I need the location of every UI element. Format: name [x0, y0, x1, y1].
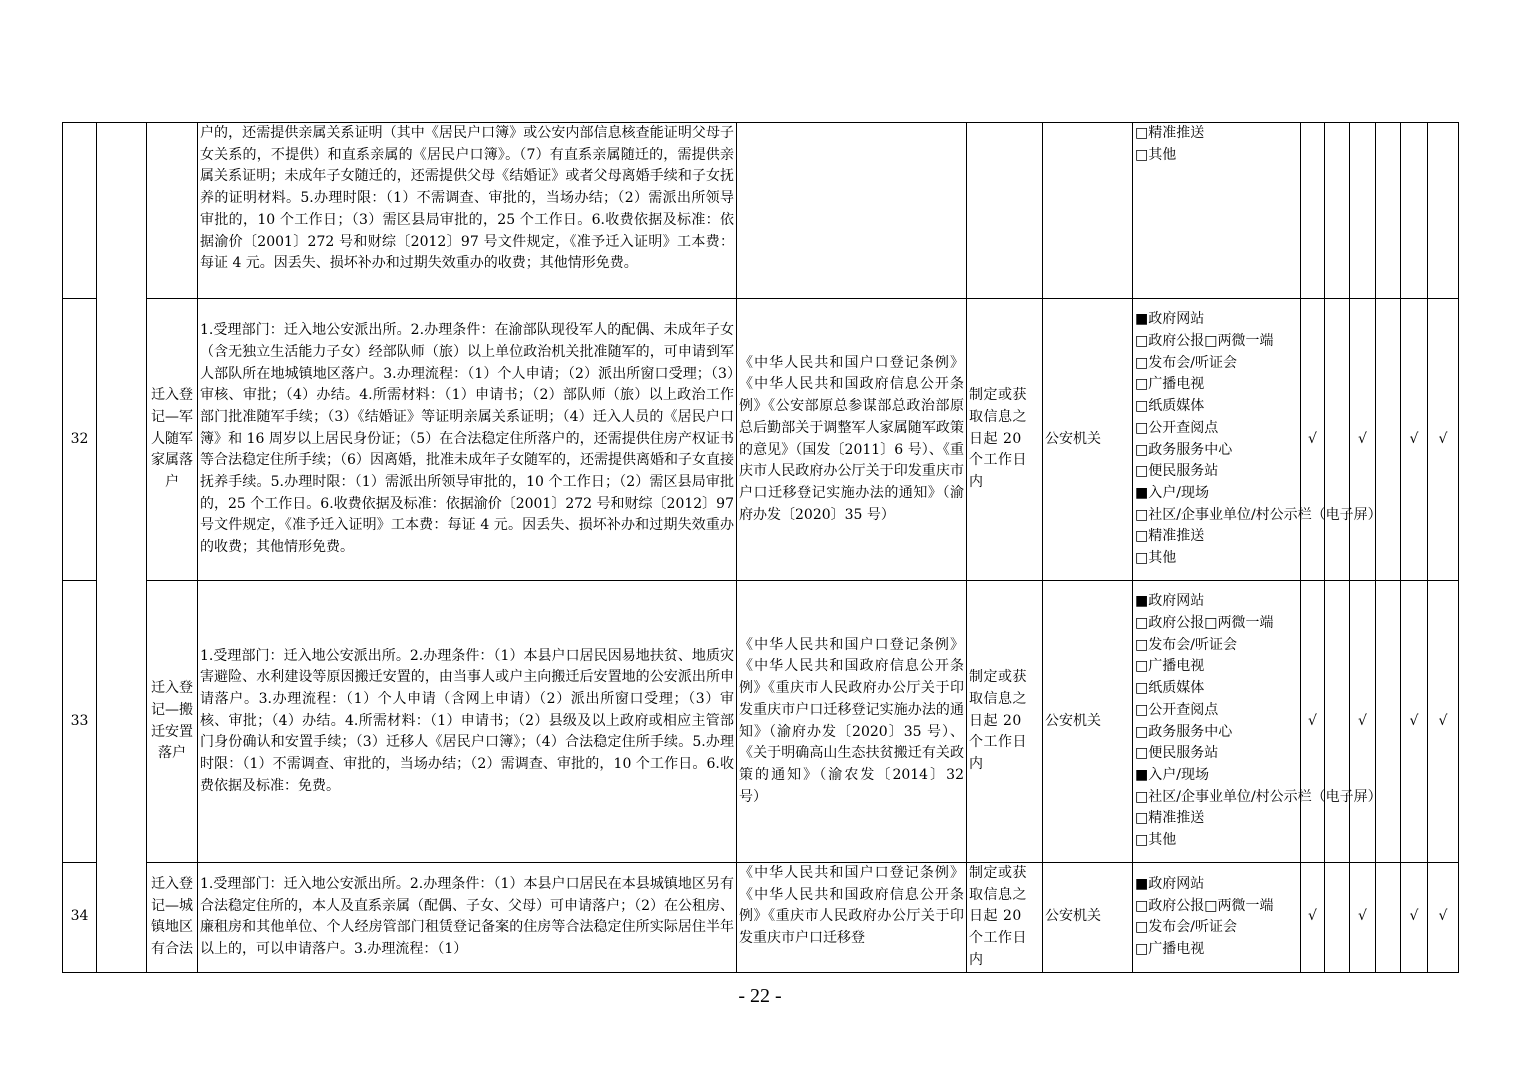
item-basis [737, 123, 967, 299]
check-cell [1428, 123, 1459, 299]
channel-list [1133, 581, 1382, 863]
channel-option: □广播电视 [1135, 658, 1205, 675]
item-subject [1043, 123, 1133, 299]
channel-option: □政务服务中心 [1135, 723, 1233, 740]
check-cell [1325, 299, 1350, 581]
channel-option: □发布会/听证会 [1135, 636, 1237, 653]
channel-option: □社区/企事业单位/村公示栏（电子屏） [1135, 506, 1382, 523]
item-content: 1.受理部门：迁入地公安派出所。2.办理条件：在渝部队现役军人的配偶、未成年子女（含无独立生活能力子女）经部队师（旅）以上单位政治机关批准随军的，可申请到军人部队所在地城镇地区落户。3.办理流程：（1）个人申请；（2）派出所窗口受理；（3）审核、审批；（4）办结。4.所需材料：（1）申请书；（2）部队师（旅）以上政治工作部门批准随军手续；（3）《结婚证》等证明亲属关系证明；（4）迁入人员的《居民户口簿》和 16 周岁以上居民身份证；（5）在合法稳定住所落户的，还需提供住房产权证书等合法稳定住所手续；（6）因离婚，批准未成年子女随军的，还需提供离婚和子女直接抚养手续。5.办理时限：（1）需派出所领导审批的，10 个工作日；（2）需区县局审批的，25 个工作日。6.收费依据及标准：依据渝价〔2001〕272 号和财综〔2012〕97 号文件规定，《准予迁入证明》工本费：每证 4 元。因丢失、损坏补办和过期失效重办的收费；其他情形免费。 [198, 299, 737, 581]
table-row [63, 863, 1459, 973]
check-cell [1376, 863, 1401, 973]
channel-option: □公开查阅点 [1135, 701, 1219, 718]
check-cell [1301, 123, 1325, 299]
channel-option: □政务服务中心 [1135, 441, 1233, 458]
check-cell: √ [1350, 581, 1376, 863]
channel-option: □政府公报□两微一端 [1135, 614, 1274, 631]
channel-option: □精准推送 [1135, 810, 1205, 827]
item-subject: 公安机关 [1043, 299, 1133, 581]
row-number [63, 123, 97, 299]
channel-option: □发布会/听证会 [1135, 354, 1237, 371]
row-number: 34 [63, 863, 97, 973]
channel-option: ■入户/现场 [1135, 766, 1209, 783]
item-content: 户的，还需提供亲属关系证明（其中《居民户口簿》或公安内部信息核查能证明父母子女关系的，不提供）和直系亲属的《居民户口簿》。（7）有直系亲属随迁的，需提供亲属关系证明；未成年子女随迁的，还需提供父母《结婚证》或者父母离婚手续和子女抚养的证明材料。5.办理时限：（1）不需调查、审批的，当场办结；（2）需派出所领导审批的，10 个工作日；（3）需区县局审批的，25 个工作日。6.收费依据及标准：依据渝价〔2001〕272 号和财综〔2012〕97 号文件规定，《准予迁入证明》工本费：每证 4 元。因丢失、损坏补办和过期失效重办的收费；其他情形免费。 [198, 123, 737, 299]
check-cell [1325, 581, 1350, 863]
check-cell [1350, 123, 1376, 299]
table-row [63, 581, 1459, 863]
channel-option: □精准推送 [1135, 528, 1205, 545]
check-cell: √ [1401, 863, 1428, 973]
item-time [967, 123, 1043, 299]
item-basis: 《中华人民共和国户口登记条例》《中华人民共和国政府信息公开条例》《公安部原总参谋部总政治部原总后勤部关于调整军人家属随军政策的意见》（国发〔2011〕6 号）、《重庆市人民政府办公厅关于印发重庆市户口迁移登记实施办法的通知》（渝府办发〔2020〕35 号） [737, 299, 967, 581]
channel-option: □政府公报□两微一端 [1135, 897, 1274, 914]
item-subject: 公安机关 [1043, 581, 1133, 863]
table-row [63, 299, 1459, 581]
item-time: 制定或获取信息之日起 20 个工作日内 [967, 581, 1043, 863]
check-cell: √ [1301, 299, 1325, 581]
check-cell: √ [1350, 299, 1376, 581]
check-cell: √ [1301, 581, 1325, 863]
channel-option: ■政府网站 [1135, 593, 1205, 610]
item-basis: 《中华人民共和国户口登记条例》《中华人民共和国政府信息公开条例》《重庆市人民政府办公厅关于印发重庆市户口迁移登记实施办法的通知》（渝府办发〔2020〕35 号）、《关于明确高山生态扶贫搬迁有关政策的通知》（渝农发〔2014〕32 号） [737, 581, 967, 863]
check-cell [1401, 123, 1428, 299]
channel-option: □纸质媒体 [1135, 680, 1205, 697]
check-cell [1376, 299, 1401, 581]
item-name: 迁入登记—军人随军家属落户 [147, 299, 198, 581]
check-cell: √ [1428, 863, 1459, 973]
channel-option: □广播电视 [1135, 376, 1205, 393]
channel-option: □纸质媒体 [1135, 398, 1205, 415]
channel-list [1133, 863, 1301, 973]
item-subject: 公安机关 [1043, 863, 1133, 973]
channel-option: □发布会/听证会 [1135, 919, 1237, 936]
item-content: 1.受理部门：迁入地公安派出所。2.办理条件：（1）本县户口居民因易地扶贫、地质灾害避险、水利建设等原因搬迁安置的，由当事人或户主向搬迁后安置地的公安派出所申请落户。3.办理流程：（1）个人申请（含网上申请）（2）派出所窗口受理；（3）审核、审批；（4）办结。4.所需材料：（1）申请书；（2）县级及以上政府或相应主管部门身份确认和安置手续；（3）迁移人《居民户口簿》；（4）合法稳定住所手续。5.办理时限：（1）不需调查、审批的，当场办结；（2）需调查、审批的，10 个工作日。6.收费依据及标准：免费。 [198, 581, 737, 863]
check-cell [1325, 123, 1350, 299]
category-cell [97, 123, 147, 973]
check-cell: √ [1428, 299, 1459, 581]
check-cell: √ [1401, 299, 1428, 581]
channel-option: □其他 [1135, 832, 1177, 849]
row-number: 33 [63, 581, 97, 863]
channel-option: □广播电视 [1135, 940, 1205, 957]
check-cell [1376, 581, 1401, 863]
item-basis: 《中华人民共和国户口登记条例》《中华人民共和国政府信息公开条例》《重庆市人民政府办公厅关于印发重庆市户口迁移登 [737, 863, 967, 973]
channel-option: □政府公报□两微一端 [1135, 332, 1274, 349]
check-cell: √ [1350, 863, 1376, 973]
check-cell [1325, 863, 1350, 973]
table-row [63, 123, 1459, 299]
item-content: 1.受理部门：迁入地公安派出所。2.办理条件：（1）本县户口居民在本县城镇地区另有合法稳定住所的，本人及直系亲属（配偶、子女、父母）可申请落户；（2）在公租房、廉租房和其他单位、个人经房管部门租赁登记备案的住房等合法稳定住所实际居住半年以上的，可以申请落户。3.办理流程：（1） [198, 863, 737, 973]
check-cell: √ [1428, 581, 1459, 863]
channel-option: □公开查阅点 [1135, 419, 1219, 436]
item-time: 制定或获取信息之日起 20 个工作日内 [967, 299, 1043, 581]
channel-option: □其他 [1135, 550, 1177, 567]
channel-option: ■政府网站 [1135, 875, 1205, 892]
channel-option: ■政府网站 [1135, 311, 1205, 328]
item-name: 迁入登记—城镇地区有合法 [147, 863, 198, 973]
check-cell: √ [1301, 863, 1325, 973]
channel-list [1133, 123, 1301, 299]
channel-option: □便民服务站 [1135, 745, 1219, 762]
channel-list [1133, 299, 1382, 581]
row-number: 32 [63, 299, 97, 581]
disclosure-table [62, 122, 1459, 973]
check-cell [1376, 123, 1401, 299]
channel-option: □便民服务站 [1135, 463, 1219, 480]
item-name [147, 123, 198, 299]
page-number: - 22 - [738, 985, 782, 1007]
channel-option: □社区/企事业单位/村公示栏（电子屏） [1135, 788, 1382, 805]
channel-option: □其他 [1135, 146, 1177, 163]
channel-option: ■入户/现场 [1135, 484, 1209, 501]
check-cell: √ [1401, 581, 1428, 863]
item-time: 制定或获取信息之日起 20 个工作日内 [967, 863, 1043, 973]
channel-option: □精准推送 [1135, 125, 1205, 141]
item-name: 迁入登记—搬迁安置落户 [147, 581, 198, 863]
